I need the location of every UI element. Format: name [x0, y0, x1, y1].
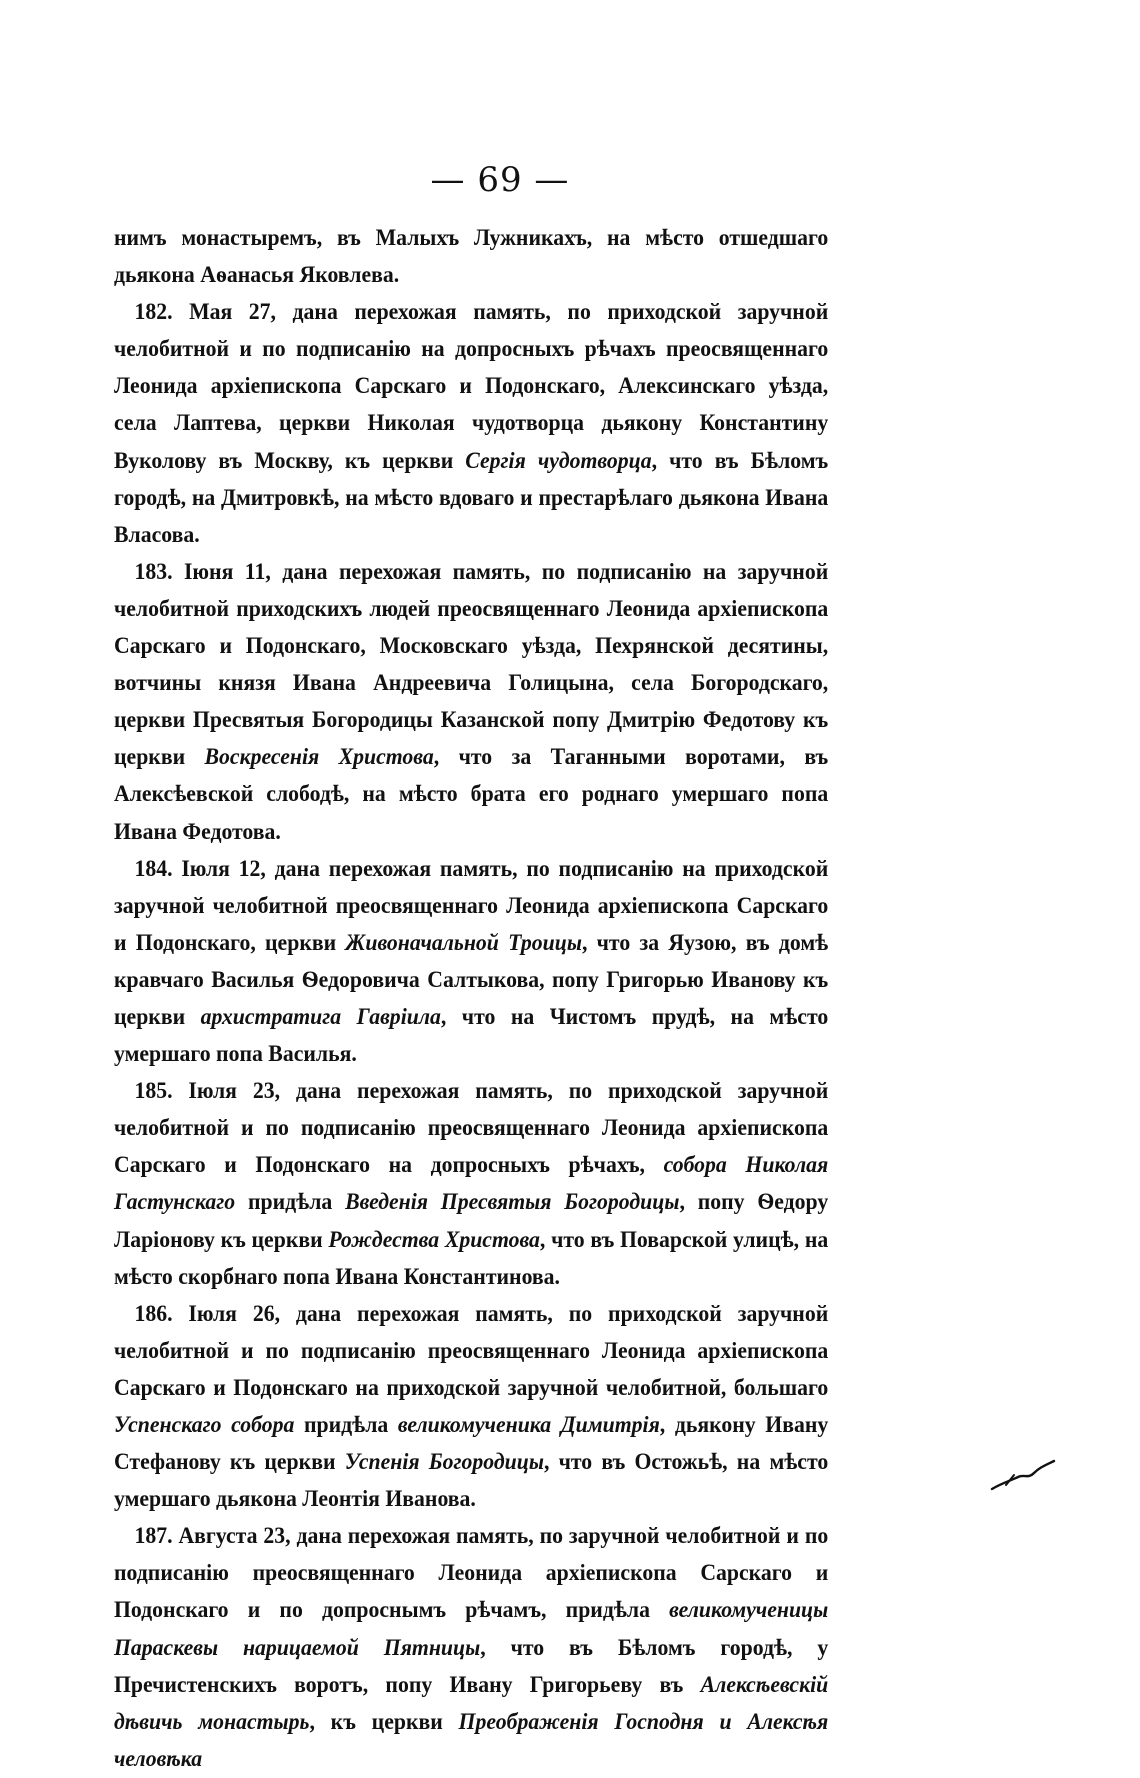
paragraph-entry-187 — [114, 1518, 828, 1778]
church-dedication: Успенскаго собора — [114, 1412, 295, 1438]
church-dedication: собора Николая Гастунскаго — [114, 1152, 829, 1216]
text-run: , что въ Бѣломъ городѣ, у Пречистенскихъ воротъ, попу Ивану Григорьеву въ — [114, 1634, 829, 1698]
church-dedication: архистратига Гавріила — [200, 1003, 441, 1030]
text-run: , что на Чистомъ прудѣ, на мѣсто умершаго попа Василья. — [114, 1003, 829, 1068]
church-dedication: Преображенія Господня и Алексѣя человѣка — [114, 1708, 829, 1772]
paragraph-entry-186 — [114, 1296, 828, 1519]
text-run: , что въ Бѣломъ городѣ, на Дмитровкѣ, на мѣсто вдоваго и престарѣлаго дьякона Ивана Власова. — [114, 447, 829, 548]
church-dedication: Сергія чудотворца — [465, 447, 652, 474]
text-run: , къ церкви — [309, 1708, 459, 1735]
paragraph-continuation — [114, 220, 828, 294]
pen-mark-icon — [988, 1455, 1058, 1495]
page-text — [114, 220, 828, 1778]
church-dedication: великомученицы Параскевы нарицаемой Пятницы — [114, 1597, 829, 1661]
church-dedication: великомученика Димитрія — [397, 1412, 660, 1438]
church-dedication: Введенія Пресвятыя Богородицы — [345, 1189, 680, 1216]
text-run: , что въ Поварской улицѣ, на мѣсто скорбнаго попа Ивана Константинова. — [114, 1226, 829, 1290]
text-run: 182. Мая 27, дана перехожая память, по приходской заручной челобитной и по подписанію на допросныхъ рѣчахъ преосвященнаго Леонида архіепископа Сарскаго и Подонскаго, Алексинскаго уѣзда, села Лаптева, церкви Николая чудотворца дьякону Константину Вуколову въ Москву, къ церкви — [114, 299, 829, 474]
paragraph-entry-183 — [114, 554, 828, 851]
church-dedication: Успенія Богородицы — [344, 1449, 544, 1476]
paragraph-entry-185 — [114, 1073, 828, 1296]
text-run: , что за Таганными воротами, въ Алексѣевской слободѣ, на мѣсто брата его роднаго умершаго попа Ивана Федотова. — [114, 744, 829, 845]
church-dedication: Воскресенія Христова — [204, 744, 434, 771]
text-run: , что за Яузою, въ домѣ кравчаго Василья Ѳедоровича Салтыкова, попу Григорью Иванову къ церкви — [114, 929, 829, 1030]
church-dedication: Живоначальной Троицы — [345, 929, 582, 956]
text-run: , что въ Остожьѣ, на мѣсто умершаго дьякона Леонтія Иванова. — [114, 1449, 829, 1513]
text-run: 187. Августа 23, дана перехожая память, по заручной челобитной и по подписанію преосвященнаго Леонида архіепископа Сарскаго и Подонскаго и по допроснымъ рѣчамъ, придѣла — [114, 1523, 829, 1624]
text-run: нимъ монастыремъ, въ Малыхъ Лужникахъ, на мѣсто отшедшаго дьякона Аѳанасья Яковлева. — [114, 225, 829, 289]
paragraph-entry-182 — [114, 294, 828, 554]
paragraph-entry-184 — [114, 851, 828, 1074]
text-run: придѣла — [294, 1412, 398, 1438]
church-dedication: Рождества Христова — [328, 1226, 540, 1253]
text-run: , дьякону Ивану Стефанову къ церкви — [114, 1412, 829, 1476]
text-run: придѣла — [235, 1189, 346, 1216]
text-run: , попу Ѳедору Ларіонову къ церкви — [114, 1189, 829, 1253]
text-run: 185. Іюля 23, дана перехожая память, по приходской заручной челобитной и по подписанію преосвященнаго Леонида архіепископа Сарскаго и Подонскаго на допросныхъ рѣчахъ, — [114, 1078, 829, 1179]
text-run: 186. Іюля 26, дана перехожая память, по приходской заручной челобитной и по подписанію преосвященнаго Леонида архіепископа Сарскаго и Подонскаго на приходской заручной челобитной, большаго — [114, 1300, 829, 1401]
page-number: — 69 — — [430, 160, 570, 200]
church-dedication: Алексѣевскій дѣвичь монастырь — [114, 1671, 829, 1735]
text-run: 184. Іюля 12, дана перехожая память, по подписанію на приходской заручной челобитной преосвященнаго Леонида архіепископа Сарскаго и Подонскаго, церкви — [114, 855, 829, 956]
text-run: 183. Іюня 11, дана перехожая память, по подписанію на заручной челобитной приходскихъ людей преосвященнаго Леонида архіепископа Сарскаго и Подонскаго, Московскаго уѣзда, Пехрянской десятины, вотчины князя Ивана Андреевича Голицына, села Богородскаго, церкви Пресвятыя Богородицы Казанской попу Дмитрію Федотову къ церкви — [114, 558, 829, 771]
